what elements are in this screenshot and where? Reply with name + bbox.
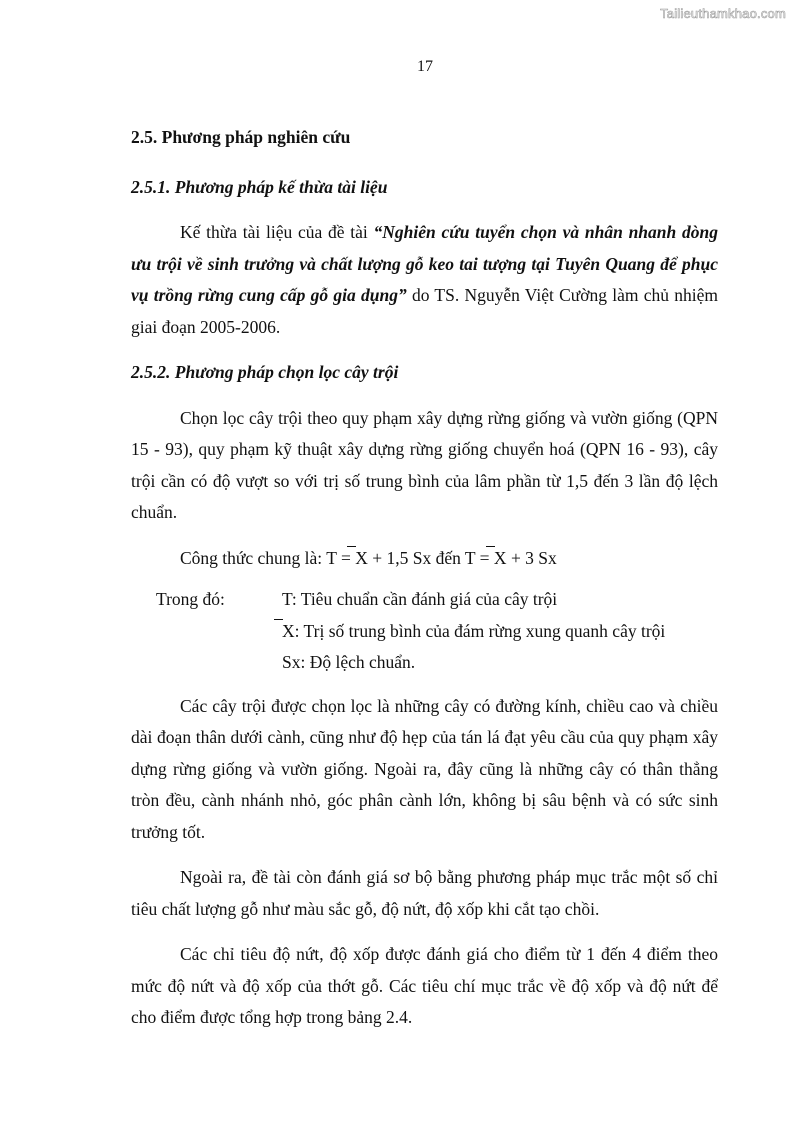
- project-title: “Nghiên cứu tuyển chọn và nhân nhanh dòng ưu trội về sinh trưởng và chất lượng gỗ keo tai tượng tại Tuyên Quang để phục vụ trồng rừng cung cấp gỗ gia dụng”: [131, 222, 718, 305]
- paragraph-scoring: Các chỉ tiêu độ nứt, độ xốp được đánh giá cho điểm từ 1 đến 4 điểm theo mức độ nứt và độ xốp của thớt gỗ. Các tiêu chí mục trắc về độ xốp và độ nứt để cho điểm được tổng hợp trong bảng 2.4.: [131, 944, 718, 1027]
- formula-suffix: + 3 Sx: [506, 547, 557, 568]
- formula-middle: + 1,5 Sx đến T =: [367, 547, 494, 568]
- formula-legend: [156, 584, 718, 679]
- watermark: Tailieuthamkhao.com: [660, 6, 786, 21]
- page-number: 17: [417, 58, 433, 75]
- paragraph-lead: Kế thừa tài liệu của đề tài: [180, 222, 374, 242]
- document-body: [131, 122, 718, 1048]
- subsection-heading-2-5-1: 2.5.1. Phương pháp kế thừa tài liệu: [131, 176, 388, 197]
- legend-t: T: Tiêu chuẩn cần đánh giá của cây trội: [282, 589, 558, 609]
- paragraph-tail: do TS. Nguyễn Việt Cường làm chủ nhiệm giai đoạn 2005-2006.: [131, 285, 719, 337]
- x-bar-symbol: X: [282, 616, 295, 648]
- paragraph-selection-criteria: Chọn lọc cây trội theo quy phạm xây dựng rừng giống và vườn giống (QPN 15 - 93), quy phạm kỹ thuật xây dựng rừng giống chuyển hoá (QPN 16 - 93), cây trội cần có độ vượt so với trị số trung bình của lâm phần từ 1,5 đến 3 lần độ lệch chuẩn.: [131, 407, 718, 522]
- paragraph-inheritance: [131, 217, 718, 343]
- legend-label: Trong đó:: [156, 589, 225, 609]
- paragraph-selected-trees: Các cây trội được chọn lọc là những cây có đường kính, chiều cao và chiều dài đoạn thân dưới cành, cũng như độ hẹp của tán lá đạt yêu cầu của quy phạm xây dựng rừng giống và vườn giống. Ngoài ra, đây cũng là những cây có thân thẳng tròn đều, cành nhánh nhỏ, góc phân cành lớn, không bị sâu bệnh và có sức sinh trưởng tốt.: [131, 695, 718, 842]
- general-formula: [180, 543, 718, 575]
- legend-sx: Sx: Độ lệch chuẩn.: [282, 652, 416, 672]
- x-bar-symbol: X: [355, 543, 368, 575]
- paragraph-wood-quality: Ngoài ra, đề tài còn đánh giá sơ bộ bằng phương pháp mục trắc một số chỉ tiêu chất lượng gỗ như màu sắc gỗ, độ nứt, độ xốp khi cắt tạo chồi.: [131, 867, 718, 919]
- formula-prefix: Công thức chung là: T =: [180, 547, 356, 568]
- section-heading: 2.5. Phương pháp nghiên cứu: [131, 127, 351, 147]
- legend-x-text: : Trị số trung bình của đám rừng xung quanh cây trội: [294, 620, 666, 641]
- subsection-heading-2-5-2: 2.5.2. Phương pháp chọn lọc cây trội: [131, 362, 399, 382]
- legend-x: [282, 616, 718, 648]
- x-bar-symbol: X: [494, 543, 507, 575]
